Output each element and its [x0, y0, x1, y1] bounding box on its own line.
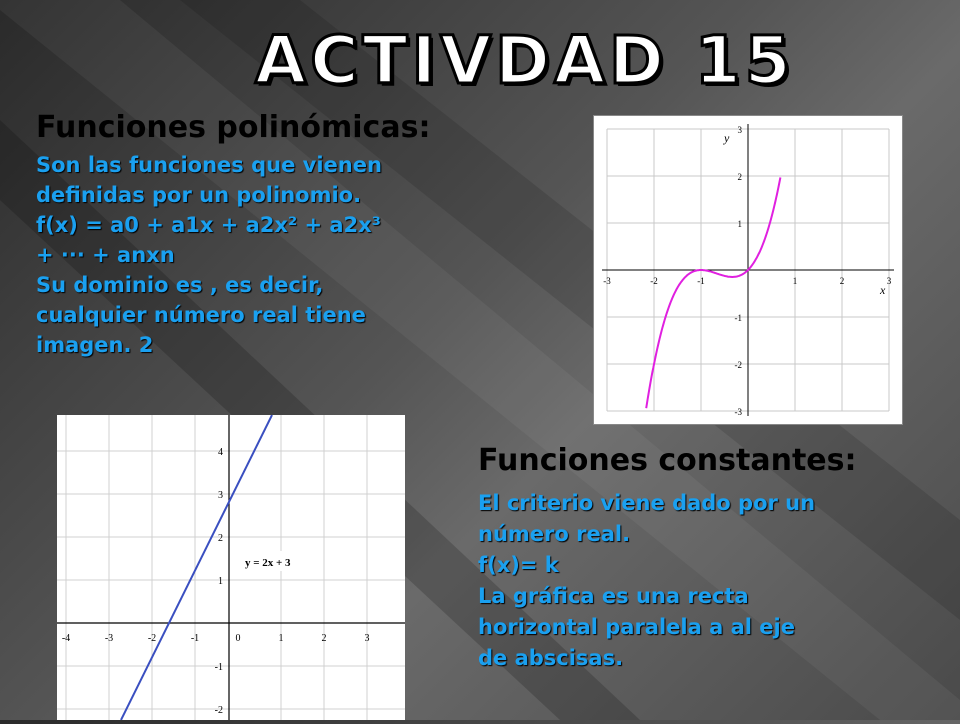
x-tick-label: 1	[278, 633, 284, 644]
x-tick-label: -1	[697, 276, 705, 286]
x-tick-label: 2	[839, 276, 845, 286]
section1-line: Son las funciones que vienen	[36, 153, 382, 177]
section2-line: de abscisas.	[478, 646, 624, 670]
section2-line: El criterio viene dado por un	[478, 491, 816, 515]
polynomial-graph-svg	[594, 116, 902, 424]
x-tick-label: -3	[603, 276, 611, 286]
polynomial-graph	[593, 115, 903, 425]
x-tick-label: 3	[886, 276, 892, 286]
page-title: ACTIVDAD 15	[255, 22, 795, 99]
section1-line: Su dominio es , es decir,	[36, 273, 324, 297]
polynomial-curve	[646, 177, 780, 408]
equation-label: y = 2x + 3	[245, 557, 291, 569]
section1-line: definidas por un polinomio.	[36, 183, 362, 207]
y-tick-label: -2	[214, 705, 223, 716]
x-tick-label: 0	[235, 633, 241, 644]
y-tick-label: 4	[218, 447, 223, 458]
y-tick-label: 2	[218, 533, 223, 544]
y-tick-label: -1	[734, 313, 742, 323]
section1-text	[36, 150, 382, 360]
y-tick-label: -3	[734, 407, 742, 417]
section1-line: + ··· + anxn	[36, 243, 175, 267]
section1-heading: Funciones polinómicas:	[36, 110, 431, 145]
linear-graph	[57, 415, 405, 720]
section2-line: f(x)= k	[478, 553, 559, 577]
linear-grid	[57, 415, 405, 720]
section2-heading: Funciones constantes:	[478, 443, 857, 478]
x-tick-label: -1	[190, 633, 200, 644]
x-tick-label: -3	[104, 633, 114, 644]
y-axis-label: y	[724, 131, 730, 145]
x-axis-label: x	[880, 283, 886, 297]
section2-text	[478, 488, 815, 674]
section1-line: imagen. 2	[36, 333, 154, 357]
y-tick-label: 1	[218, 576, 223, 587]
x-tick-label: -4	[61, 633, 71, 644]
y-tick-label: 1	[737, 219, 742, 229]
section1-line: f(x) = a0 + a1x + a2x² + a2x³	[36, 213, 381, 237]
y-tick-label: -2	[734, 360, 742, 370]
x-tick-label: -2	[147, 633, 157, 644]
x-tick-label: -2	[650, 276, 658, 286]
section2-line: La gráfica es una recta	[478, 584, 749, 608]
x-tick-label: 2	[321, 633, 327, 644]
y-tick-label: 3	[737, 125, 742, 135]
y-tick-label: 2	[737, 172, 742, 182]
y-tick-label: -1	[214, 662, 223, 673]
y-tick-label: 3	[218, 490, 223, 501]
section1-line: cualquier número real tiene	[36, 303, 366, 327]
x-tick-label: 3	[364, 633, 370, 644]
section2-line: horizontal paralela a al eje	[478, 615, 795, 639]
linear-graph-svg	[57, 415, 405, 720]
x-tick-label: 1	[792, 276, 798, 286]
section2-line: número real.	[478, 522, 631, 546]
